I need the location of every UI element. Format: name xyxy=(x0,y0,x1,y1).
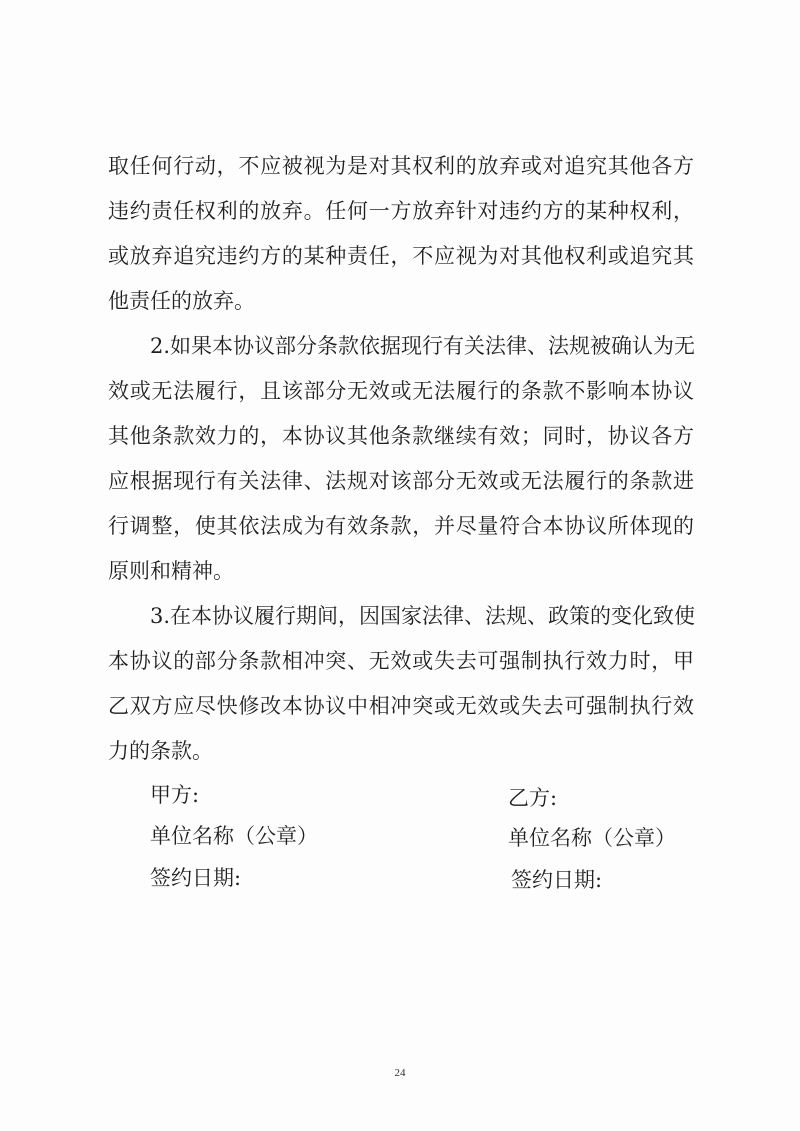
paragraph-3-line-2: 本协议的部分条款相冲突、无效或失去可强制执行效力时，甲 xyxy=(108,649,694,673)
paragraph-2-line-6: 原则和精神。 xyxy=(108,559,234,583)
paragraph-2-line-5: 行调整，使其依法成为有效条款，并尽量符合本协议所体现的 xyxy=(108,514,694,538)
paragraph-2-line-3: 其他条款效力的，本协议其他条款继续有效；同时，协议各方 xyxy=(108,424,694,448)
paragraph-1-line-1: 取任何行动，不应被视为是对其权利的放弃或对追究其他各方 xyxy=(108,154,694,178)
paragraph-2-line-4: 应根据现行有关法律、法规对该部分无效或无法履行的条款进 xyxy=(108,469,694,493)
paragraph-3-line-3: 乙双方应尽快修改本协议中相冲突或无效或失去可强制执行效 xyxy=(108,694,694,718)
party-b-sign-date: 签约日期: xyxy=(511,868,603,892)
party-b-unit-name: 单位名称（公章） xyxy=(508,826,676,850)
paragraph-2-line-2: 效或无法履行，且该部分无效或无法履行的条款不影响本协议 xyxy=(108,379,694,403)
body-text xyxy=(108,144,694,774)
party-a-sign-date: 签约日期: xyxy=(150,866,242,890)
paragraph-3-line-1: 3.在本协议履行期间，因国家法律、法规、政策的变化致使 xyxy=(150,604,696,628)
party-a-unit-name: 单位名称（公章） xyxy=(150,824,318,848)
paragraph-3-line-4: 力的条款。 xyxy=(108,739,213,763)
paragraph-2-line-1: 2.如果本协议部分条款依据现行有关法律、法规被确认为无 xyxy=(150,334,696,358)
paragraph-1-line-4: 他责任的放弃。 xyxy=(108,289,255,313)
paragraph-1-line-3: 或放弃追究违约方的某种责任，不应视为对其他权利或追究其 xyxy=(108,244,694,268)
page-number: 24 xyxy=(394,1067,406,1079)
paragraph-1-line-2: 违约责任权利的放弃。任何一方放弃针对违约方的某种权利， xyxy=(108,199,694,223)
party-a-label: 甲方: xyxy=(150,783,200,807)
party-b-label: 乙方: xyxy=(508,786,558,810)
